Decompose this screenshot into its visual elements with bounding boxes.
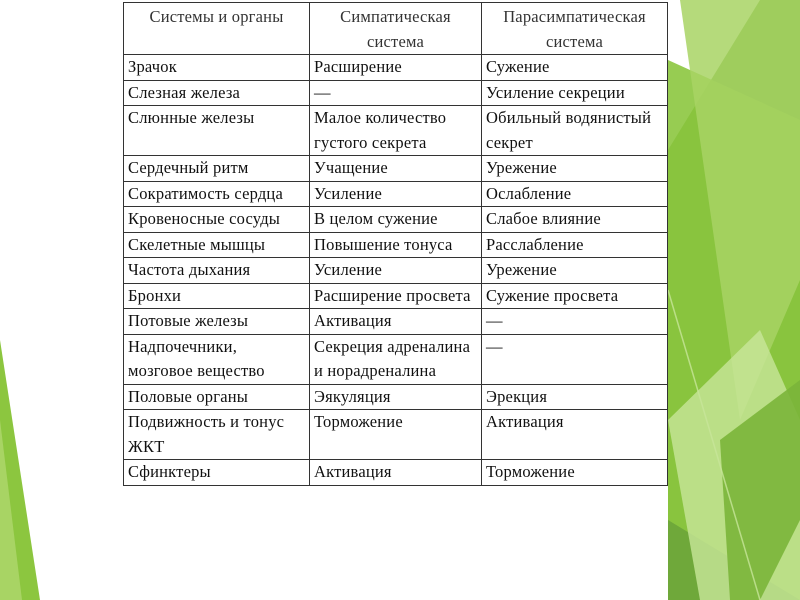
table-row	[124, 410, 668, 460]
row-organ: Сердечный ритм	[124, 156, 310, 182]
row-parasympathetic: Слабое влияние	[482, 207, 668, 233]
comparison-table	[123, 2, 668, 486]
table-row	[124, 207, 668, 233]
table-row	[124, 55, 668, 81]
row-parasympathetic: Сужение	[482, 55, 668, 81]
row-organ: Надпочечники, мозговое вещество	[124, 334, 310, 384]
row-parasympathetic: Расслабление	[482, 232, 668, 258]
header-parasympathetic: Парасимпатическая система	[482, 3, 668, 55]
row-organ: Зрачок	[124, 55, 310, 81]
header-sympathetic: Симпатическая система	[310, 3, 482, 55]
row-organ: Бронхи	[124, 283, 310, 309]
row-organ: Слезная железа	[124, 80, 310, 106]
row-sympathetic: Секреция адреналина и норадреналина	[310, 334, 482, 384]
table-row	[124, 384, 668, 410]
row-parasympathetic: Сужение просвета	[482, 283, 668, 309]
row-sympathetic: Эякуляция	[310, 384, 482, 410]
row-parasympathetic: Урежение	[482, 156, 668, 182]
row-organ: Потовые железы	[124, 309, 310, 335]
row-sympathetic: Малое количество густого секрета	[310, 106, 482, 156]
row-parasympathetic: Торможение	[482, 460, 668, 486]
table-row	[124, 181, 668, 207]
row-organ: Скелетные мышцы	[124, 232, 310, 258]
row-sympathetic: Учащение	[310, 156, 482, 182]
table-row	[124, 334, 668, 384]
row-organ: Сфинктеры	[124, 460, 310, 486]
table-row	[124, 80, 668, 106]
row-parasympathetic: Ослабление	[482, 181, 668, 207]
row-organ: Подвижность и тонус ЖКТ	[124, 410, 310, 460]
row-organ: Кровеносные сосуды	[124, 207, 310, 233]
row-sympathetic: Торможение	[310, 410, 482, 460]
table-row	[124, 283, 668, 309]
table-row	[124, 460, 668, 486]
row-parasympathetic: —	[482, 334, 668, 384]
row-organ: Частота дыхания	[124, 258, 310, 284]
row-organ: Слюнные железы	[124, 106, 310, 156]
row-organ: Сократимость сердца	[124, 181, 310, 207]
row-parasympathetic: Урежение	[482, 258, 668, 284]
table-row	[124, 258, 668, 284]
table-row	[124, 232, 668, 258]
row-parasympathetic: —	[482, 309, 668, 335]
row-sympathetic: В целом сужение	[310, 207, 482, 233]
table-row	[124, 106, 668, 156]
row-sympathetic: Повышение тонуса	[310, 232, 482, 258]
row-sympathetic: Усиление	[310, 181, 482, 207]
row-sympathetic: Активация	[310, 309, 482, 335]
table-header-row	[124, 3, 668, 55]
row-sympathetic: Расширение	[310, 55, 482, 81]
row-parasympathetic: Эрекция	[482, 384, 668, 410]
row-organ: Половые органы	[124, 384, 310, 410]
header-systems-organs: Системы и органы	[124, 3, 310, 55]
table-row	[124, 156, 668, 182]
table-row	[124, 309, 668, 335]
row-sympathetic: —	[310, 80, 482, 106]
comparison-table-container	[123, 2, 667, 486]
row-sympathetic: Расширение просвета	[310, 283, 482, 309]
row-parasympathetic: Усиление секреции	[482, 80, 668, 106]
row-parasympathetic: Активация	[482, 410, 668, 460]
row-sympathetic: Активация	[310, 460, 482, 486]
row-sympathetic: Усиление	[310, 258, 482, 284]
row-parasympathetic: Обильный водянистый секрет	[482, 106, 668, 156]
